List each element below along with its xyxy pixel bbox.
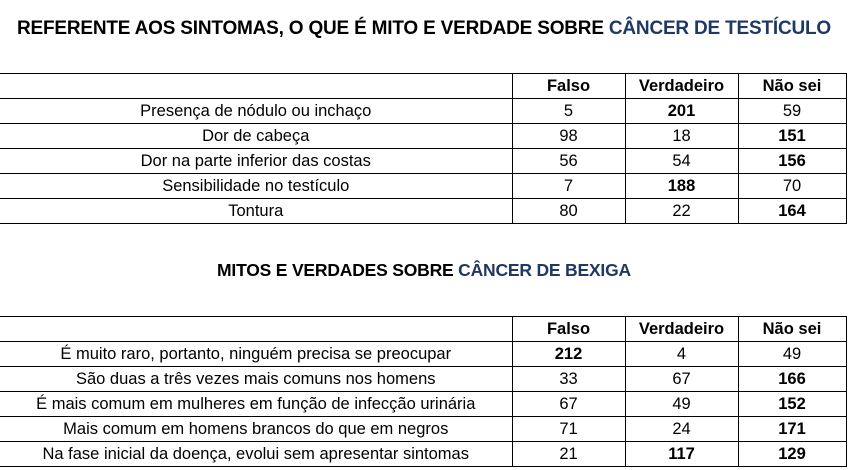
cell-nao-sei: 49 [738,342,846,367]
cell-verdadeiro: 54 [625,149,738,174]
table-row [0,367,846,392]
cell-falso: 71 [512,417,625,442]
cell-nao-sei: 151 [738,124,846,149]
row-label: Presença de nódulo ou inchaço [0,99,512,124]
row-label: Sensibilidade no testículo [0,174,512,199]
header-cell: Falso [512,317,625,342]
section1-title [0,18,848,40]
row-label: Na fase inicial da doença, evolui sem apresentar sintomas [0,442,512,467]
cell-falso: 7 [512,174,625,199]
cell-verdadeiro: 22 [625,199,738,224]
cell-falso: 56 [512,149,625,174]
cell-verdadeiro: 67 [625,367,738,392]
cell-falso: 98 [512,124,625,149]
header-cell: Não sei [738,317,846,342]
cell-verdadeiro: 4 [625,342,738,367]
row-label: Mais comum em homens brancos do que em negros [0,417,512,442]
cell-falso: 5 [512,99,625,124]
cell-nao-sei: 166 [738,367,846,392]
section1-title-highlight: CÂNCER DE TESTÍCULO [608,18,831,39]
table-header-row [0,317,846,342]
row-label: Dor de cabeça [0,124,512,149]
cell-nao-sei: 70 [738,174,846,199]
cell-falso: 33 [512,367,625,392]
header-cell: Não sei [738,74,846,99]
cell-verdadeiro: 49 [625,392,738,417]
row-label: São duas a três vezes mais comuns nos homens [0,367,512,392]
header-cell [0,74,512,99]
table-row [0,392,846,417]
row-label: É muito raro, portanto, ninguém precisa se preocupar [0,342,512,367]
table-row [0,342,846,367]
section1-title-prefix: REFERENTE AOS SINTOMAS, O QUE É MITO E VERDADE SOBRE [17,18,609,39]
cell-falso: 21 [512,442,625,467]
cell-verdadeiro: 201 [625,99,738,124]
table-row [0,417,846,442]
cell-nao-sei: 59 [738,99,846,124]
row-label: É mais comum em mulheres em função de infecção urinária [0,392,512,417]
cell-verdadeiro: 24 [625,417,738,442]
table-row [0,199,846,224]
table-row [0,149,846,174]
table-row [0,124,846,149]
table-row [0,99,846,124]
table-row [0,174,846,199]
header-cell: Verdadeiro [625,74,738,99]
cell-falso: 80 [512,199,625,224]
header-cell: Falso [512,74,625,99]
cell-nao-sei: 156 [738,149,846,174]
section2-table [0,316,847,467]
cell-falso: 67 [512,392,625,417]
cell-verdadeiro: 18 [625,124,738,149]
row-label: Dor na parte inferior das costas [0,149,512,174]
section2-title-prefix: MITOS E VERDADES SOBRE [217,260,459,280]
section2-title-highlight: CÂNCER DE BEXIGA [458,260,631,280]
cell-verdadeiro: 188 [625,174,738,199]
row-label: Tontura [0,199,512,224]
cell-nao-sei: 129 [738,442,846,467]
cell-verdadeiro: 117 [625,442,738,467]
cell-nao-sei: 164 [738,199,846,224]
cell-nao-sei: 171 [738,417,846,442]
section2-title [0,260,848,281]
cell-nao-sei: 152 [738,392,846,417]
section1-table [0,73,847,224]
header-cell: Verdadeiro [625,317,738,342]
cell-falso: 212 [512,342,625,367]
table-row [0,442,846,467]
header-cell [0,317,512,342]
table-header-row [0,74,846,99]
